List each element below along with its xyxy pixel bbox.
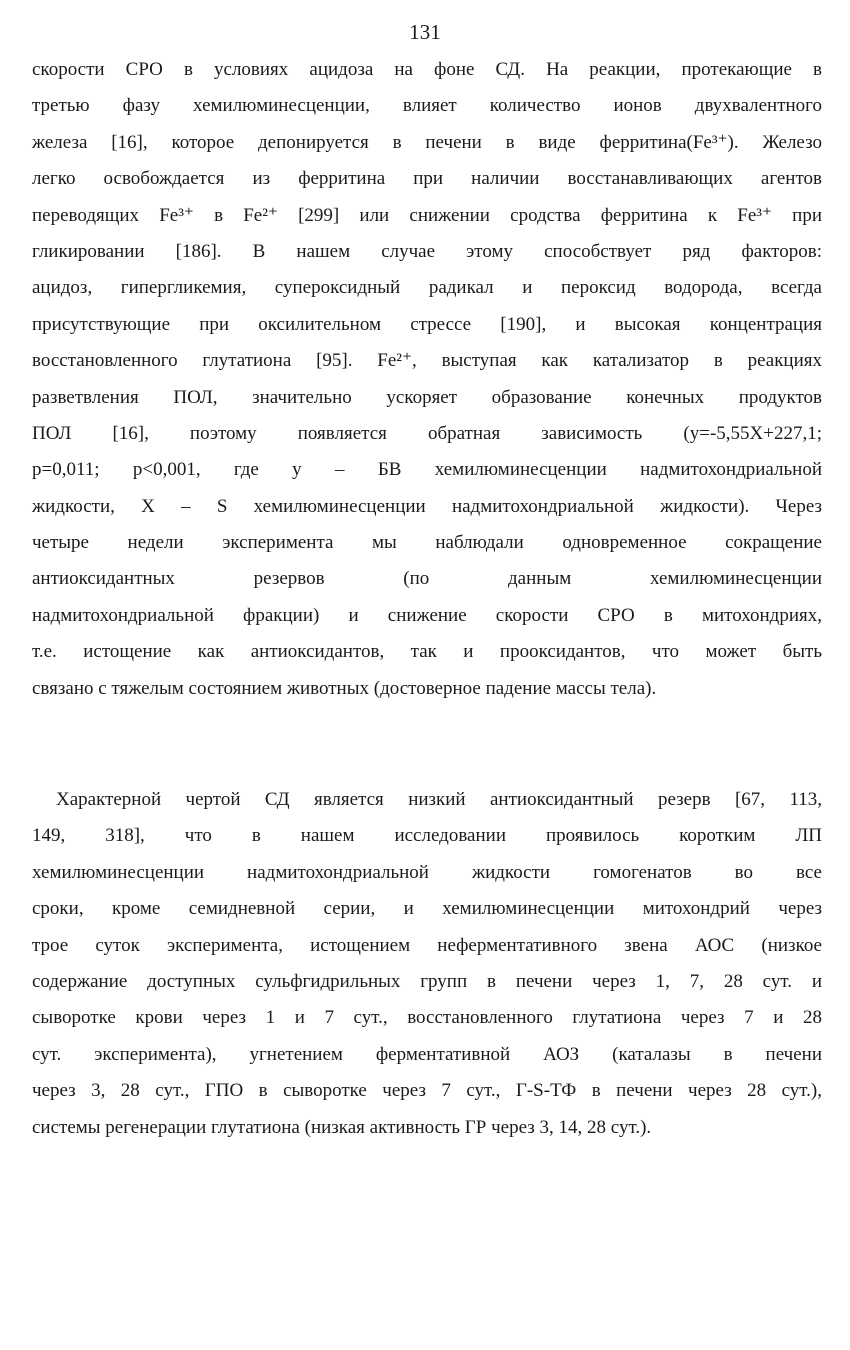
text-line: ПОЛ [16], поэтому появляется обратная зависимость (y=-5,55X+227,1;	[32, 422, 822, 444]
text-line: надмитохондриальной фракции) и снижение скорости СРО в митохондриях,	[32, 604, 822, 626]
text-line: т.е. истощение как антиоксидантов, так и прооксидантов, что может быть	[32, 641, 822, 663]
text-line: системы регенерации глутатиона (низкая активность ГР через 3, 14, 28 сут.).	[32, 1116, 652, 1138]
text-line: сут. эксперимента), угнетением ферментативной АОЗ (каталазы в печени	[32, 1043, 822, 1065]
text-line: через 3, 28 сут., ГПО в сыворотке через 7 сут., Г-S-ТФ в печени через 28 сут.),	[32, 1080, 822, 1102]
text-line: трое суток эксперимента, истощением неферментативного звена АОС (низкое	[32, 934, 822, 956]
paragraph-1	[32, 52, 822, 707]
text-line: гликировании [186]. В нашем случае этому способствует ряд факторов:	[32, 240, 822, 262]
text-line: третью фазу хемилюминесценции, влияет количество ионов двухвалентного	[32, 95, 822, 117]
text-line: жидкости, X – S хемилюминесценции надмитохондриальной жидкости). Через	[32, 495, 822, 517]
page-number: 131	[409, 20, 441, 44]
text-line: скорости СРО в условиях ацидоза на фоне СД. На реакции, протекающие в	[32, 59, 822, 80]
text-line: переводящих Fe³⁺ в Fe²⁺ [299] или снижении сродства ферритина к Fe³⁺ при	[32, 204, 822, 226]
text-line: легко освобождается из ферритина при наличии восстанавливающих агентов	[32, 168, 822, 190]
text-line: содержание доступных сульфгидрильных групп в печени через 1, 7, 28 сут. и	[32, 970, 822, 992]
text-line: сроки, кроме семидневной серии, и хемилюминесценции митохондрий через	[32, 898, 822, 920]
text-line: 149, 318], что в нашем исследовании проявилось коротким ЛП	[32, 825, 822, 847]
paragraph-2	[32, 782, 822, 1146]
text-line: связано с тяжелым состоянием животных (достоверное падение массы тела).	[32, 677, 657, 699]
text-line: присутствующие при оксилительном стрессе [190], и высокая концентрация	[32, 313, 822, 335]
text-line: хемилюминесценции надмитохондриальной жидкости гомогенатов во все	[32, 861, 822, 883]
text-line: разветвления ПОЛ, значительно ускоряет образование конечных продуктов	[32, 386, 822, 408]
text-line: p=0,011; p<0,001, где y – БВ хемилюминесценции надмитохондриальной	[32, 459, 822, 481]
text-line: ацидоз, гипергликемия, супероксидный радикал и пероксид водорода, всегда	[32, 277, 822, 299]
text-line: Характерной чертой СД является низкий антиоксидантный резерв [67, 113,	[56, 789, 822, 810]
text-line: четыре недели эксперимента мы наблюдали одновременное сокращение	[32, 532, 822, 554]
text-line: восстановленного глутатиона [95]. Fe²⁺, выступая как катализатор в реакциях	[32, 350, 822, 372]
text-line: антиоксидантных резервов (по данным хемилюминесценции	[32, 568, 822, 590]
text-line: железа [16], которое депонируется в печени в виде ферритина(Fe³⁺). Железо	[32, 131, 822, 153]
text-line: сыворотке крови через 1 и 7 сут., восстановленного глутатиона через 7 и 28	[32, 1007, 822, 1029]
